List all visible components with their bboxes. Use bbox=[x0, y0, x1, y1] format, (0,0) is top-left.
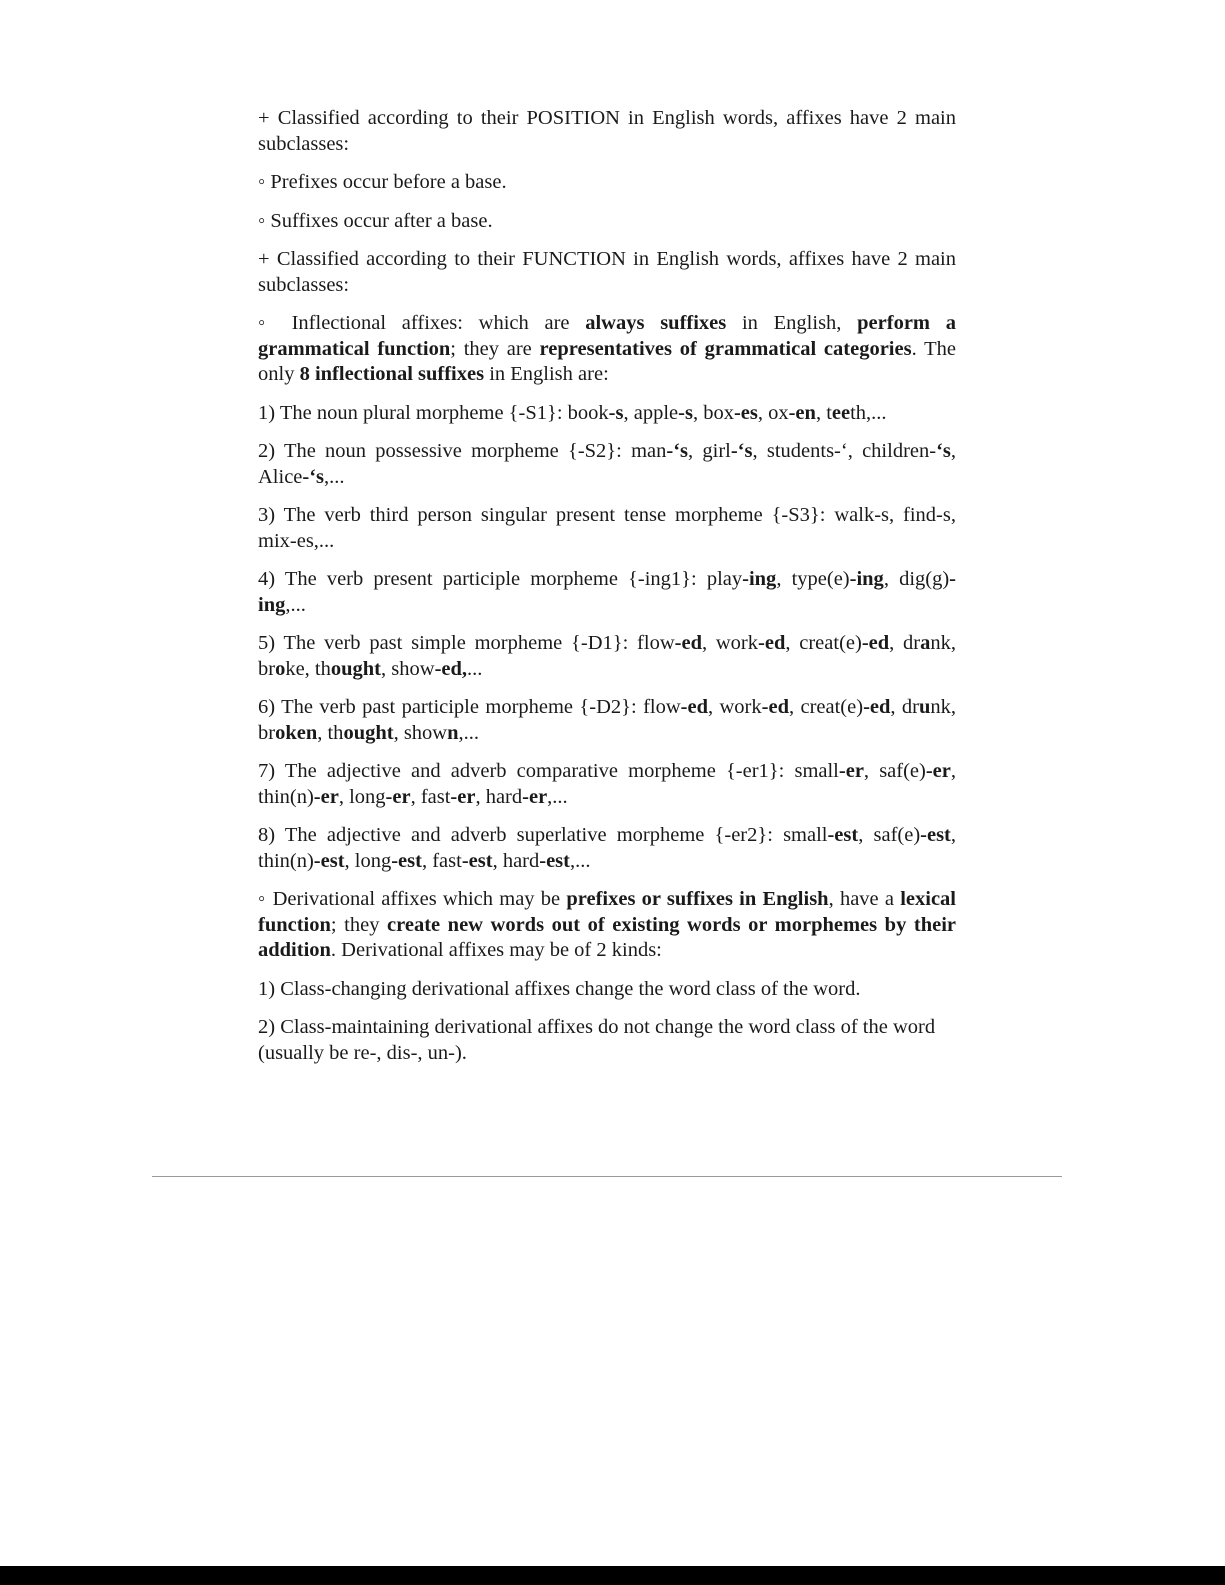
inflectional-affixes-paragraph bbox=[258, 311, 956, 388]
bold-run: ‘s bbox=[936, 440, 951, 462]
bold-run: -er bbox=[925, 760, 951, 782]
text-run: ,... bbox=[547, 785, 568, 808]
text-run: , th bbox=[317, 721, 344, 744]
bold-run: -ed bbox=[674, 632, 702, 654]
text-run: 4) The verb present participle morpheme {-ing1}: play bbox=[258, 568, 743, 590]
bold-run: -er bbox=[313, 785, 339, 808]
bold-run: -est bbox=[920, 824, 951, 846]
text-run: , long bbox=[338, 785, 386, 808]
bold-run: prefixes or suffixes in English bbox=[566, 888, 829, 910]
text-run: , work bbox=[701, 632, 759, 654]
bold-run: -s bbox=[678, 401, 693, 424]
text-run: , type(e) bbox=[776, 568, 850, 590]
bold-run: -ed bbox=[758, 632, 786, 654]
bold-run: -‘s bbox=[730, 440, 753, 462]
text-run: in English, bbox=[726, 312, 858, 334]
text-run: , students-‘, children- bbox=[752, 440, 937, 462]
text-run: , saf(e) bbox=[858, 824, 921, 846]
bold-run: ought bbox=[330, 657, 382, 680]
bold-run: -est bbox=[313, 849, 345, 872]
document-body bbox=[258, 106, 956, 1079]
bold-run: -er bbox=[838, 760, 864, 782]
text-run: in English are: bbox=[484, 363, 609, 385]
bold-run: -es bbox=[733, 401, 758, 424]
bold-run: oken bbox=[275, 721, 318, 744]
text-run: ; they are bbox=[450, 337, 540, 360]
bold-run: -‘s bbox=[302, 465, 325, 488]
bold-run: -er bbox=[522, 785, 548, 808]
bold-run: lexical function bbox=[258, 888, 957, 936]
noun-plural-item bbox=[258, 401, 956, 427]
text-run: , have a bbox=[828, 888, 901, 910]
text-run: , fast bbox=[421, 849, 462, 872]
position-intro-paragraph: + Classified according to their POSITION in English words, affixes have 2 main subclasses: bbox=[258, 107, 956, 155]
text-run: , dig(g) bbox=[883, 568, 950, 590]
text-run: , dr bbox=[889, 632, 921, 654]
text-run: , hard bbox=[475, 785, 523, 808]
past-participle-item bbox=[258, 695, 956, 746]
text-run: nk, br bbox=[258, 696, 957, 744]
bold-run: representatives of grammatical categories bbox=[539, 337, 912, 360]
prefixes-bullet: ◦ Prefixes occur before a base. bbox=[258, 171, 507, 193]
text-run: ... bbox=[467, 657, 483, 680]
bold-run: -est bbox=[539, 849, 570, 872]
bold-run: -est bbox=[461, 849, 493, 872]
comparative-item bbox=[258, 759, 956, 810]
text-run: , ox bbox=[757, 401, 789, 424]
present-participle-item bbox=[258, 567, 956, 618]
superlative-item bbox=[258, 823, 956, 874]
bold-run: -ed, bbox=[434, 657, 468, 680]
text-run: 5) The verb past simple morpheme {-D1}: flow bbox=[258, 632, 675, 654]
text-run: , girl bbox=[688, 440, 731, 462]
text-run: 6) The verb past participle morpheme {-D2}: flow bbox=[258, 696, 681, 718]
text-run: , saf(e) bbox=[863, 760, 926, 782]
bold-run: always suffixes bbox=[585, 312, 727, 334]
text-run: , apple bbox=[623, 401, 679, 424]
noun-possessive-item bbox=[258, 439, 956, 490]
text-run: , creat(e) bbox=[785, 632, 862, 654]
text-run: , creat(e) bbox=[788, 696, 864, 718]
bold-run: n bbox=[447, 721, 459, 744]
text-run: , box bbox=[692, 401, 734, 424]
text-run: , Alice bbox=[258, 440, 957, 488]
suffixes-bullet: ◦ Suffixes occur after a base. bbox=[258, 209, 493, 232]
text-run: , hard bbox=[492, 849, 540, 872]
bold-run: -ing bbox=[849, 568, 884, 590]
text-run: nk, br bbox=[258, 632, 957, 680]
text-run: , thin(n) bbox=[258, 824, 957, 872]
text-run: , long bbox=[344, 849, 392, 872]
text-run: ,... bbox=[569, 849, 591, 872]
bold-run: -ed bbox=[861, 632, 890, 654]
text-run: 8) The adjective and adverb superlative morpheme {-er2}: small bbox=[258, 824, 828, 846]
text-run: th,... bbox=[850, 401, 887, 424]
class-changing-item: 1) Class-changing derivational affixes change the word class of the word. bbox=[258, 977, 861, 1000]
class-maintaining-item: 2) Class-maintaining derivational affixes do not change the word class of the word (usually be re-, dis-, un-). bbox=[258, 1016, 936, 1064]
text-run: ke, th bbox=[285, 657, 331, 680]
bold-run: ee bbox=[831, 401, 851, 424]
text-run: 1) The noun plural morpheme {-S1}: book bbox=[258, 401, 609, 424]
bold-run: o bbox=[275, 657, 286, 680]
text-run: ; they bbox=[330, 913, 388, 936]
bold-run: perform a grammatical function bbox=[258, 312, 956, 360]
bold-run: u bbox=[918, 696, 931, 718]
function-intro-paragraph: + Classified according to their FUNCTION in English words, affixes have 2 main subclasses: bbox=[258, 248, 956, 296]
bold-run: create new words out of existing words or morphemes by their addition bbox=[258, 913, 957, 961]
text-run: , show bbox=[393, 721, 448, 744]
bold-run: -er bbox=[450, 785, 476, 808]
text-run: ,... bbox=[285, 593, 306, 616]
bottom-edge-bar bbox=[0, 1566, 1225, 1585]
bold-run: -est bbox=[827, 824, 859, 846]
bold-run: -est bbox=[391, 849, 422, 872]
text-run: , show bbox=[381, 657, 435, 680]
text-run: . Derivational affixes may be of 2 kinds: bbox=[330, 939, 662, 961]
bold-run: -ing bbox=[258, 568, 956, 616]
text-run: ,... bbox=[458, 721, 480, 744]
text-run: 7) The adjective and adverb comparative morpheme {-er1}: small bbox=[258, 760, 839, 782]
bold-run: 8 inflectional suffixes bbox=[299, 363, 485, 385]
bold-run: -en bbox=[788, 401, 816, 424]
bold-run: ought bbox=[343, 721, 394, 744]
bold-run: -ing bbox=[742, 568, 777, 590]
derivational-affixes-paragraph bbox=[258, 887, 956, 964]
text-run: , fast bbox=[410, 785, 451, 808]
text-run: ◦ Inflectional affixes: which are bbox=[258, 312, 586, 334]
text-run: , thin(n) bbox=[258, 760, 957, 808]
text-run: , dr bbox=[890, 696, 919, 718]
bold-run: -er bbox=[385, 785, 411, 808]
bold-run: -ed bbox=[761, 696, 789, 718]
text-run: . The only bbox=[258, 337, 956, 385]
text-run: 2) The noun possessive morpheme {-S2}: man bbox=[258, 440, 667, 462]
bold-run: -s bbox=[608, 401, 624, 424]
text-run: ◦ Derivational affixes which may be bbox=[258, 888, 567, 910]
bold-run: -ed bbox=[863, 696, 891, 718]
verb-third-person-item: 3) The verb third person singular present tense morpheme {-S3}: walk-s, find-s, mix-es,... bbox=[258, 504, 956, 552]
bold-run: a bbox=[920, 632, 931, 654]
text-run: , t bbox=[815, 401, 832, 424]
bold-run: -‘s bbox=[666, 440, 689, 462]
bold-run: -ed bbox=[680, 696, 708, 718]
page-divider bbox=[152, 1176, 1062, 1177]
past-simple-item bbox=[258, 631, 956, 682]
text-run: ,... bbox=[324, 465, 345, 488]
text-run: , work bbox=[707, 696, 762, 718]
